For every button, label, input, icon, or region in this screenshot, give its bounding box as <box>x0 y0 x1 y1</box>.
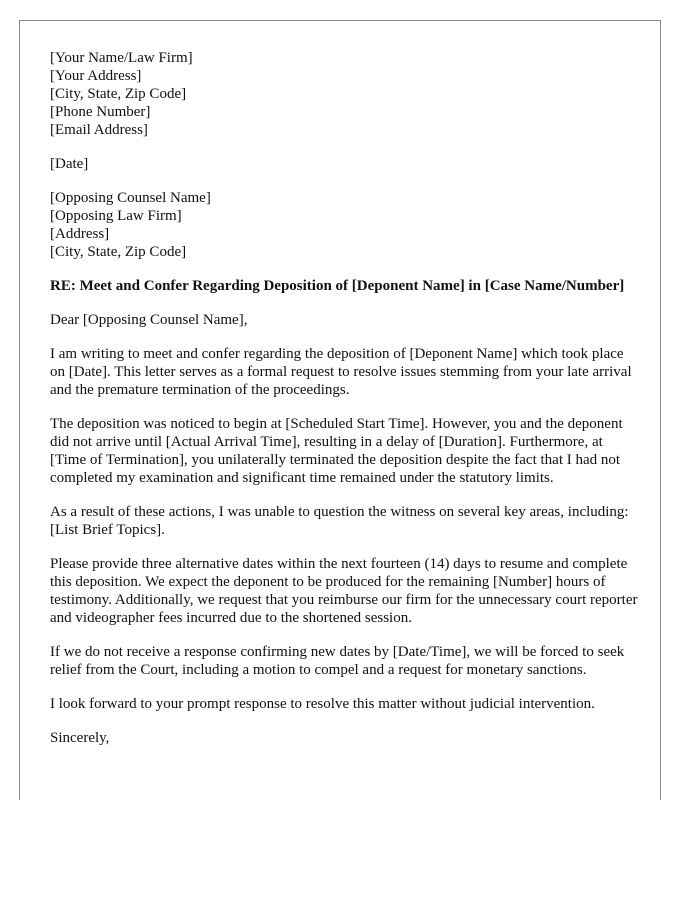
salutation: Dear [Opposing Counsel Name], <box>50 312 248 328</box>
sender-name-firm: [Your Name/Law Firm] <box>50 50 193 66</box>
sender-block <box>50 49 640 139</box>
paragraph-request: Please provide three alternative dates within the next fourteen (14) days to resume and complete this deposition. We expect the deponent to be produced for the remaining [Number] hours of testimony. Additionally, we request that you reimburse our firm for the unnecessary court reporter and videographer fees incurred due to the shortened session. <box>50 556 638 626</box>
letter-date: [Date] <box>50 156 89 172</box>
letter-body <box>50 49 640 763</box>
date-block <box>50 155 640 173</box>
subject-line: RE: Meet and Confer Regarding Deposition of [Deponent Name] in [Case Name/Number] <box>50 278 625 294</box>
recipient-law-firm: [Opposing Law Firm] <box>50 208 182 224</box>
sender-city-state-zip: [City, State, Zip Code] <box>50 86 187 102</box>
recipient-address: [Address] <box>50 226 110 242</box>
sender-email: [Email Address] <box>50 122 148 138</box>
recipient-counsel-name: [Opposing Counsel Name] <box>50 190 211 206</box>
paragraph-impact: As a result of these actions, I was unable to question the witness on several key areas, including: [List Brief Topics]. <box>50 504 629 538</box>
recipient-block <box>50 189 640 261</box>
paragraph-facts: The deposition was noticed to begin at [Scheduled Start Time]. However, you and the deponent did not arrive until [Actual Arrival Time], resulting in a delay of [Duration]. Furthermore, at [Time of Termination], you unilaterally terminated the deposition despite the fact that I had not completed my examination and significant time remained under the statutory limits. <box>50 416 623 486</box>
letter-page <box>19 20 661 800</box>
paragraph-closing-remark: I look forward to your prompt response to resolve this matter without judicial intervention. <box>50 696 595 712</box>
closing: Sincerely, <box>50 730 110 746</box>
sender-address: [Your Address] <box>50 68 142 84</box>
recipient-city-state-zip: [City, State, Zip Code] <box>50 244 187 260</box>
paragraph-intro: I am writing to meet and confer regarding the deposition of [Deponent Name] which took place on [Date]. This letter serves as a formal request to resolve issues stemming from your late arrival and the premature termination of the proceedings. <box>50 346 632 398</box>
sender-phone: [Phone Number] <box>50 104 151 120</box>
paragraph-warning: If we do not receive a response confirming new dates by [Date/Time], we will be forced to seek relief from the Court, including a motion to compel and a request for monetary sanctions. <box>50 644 625 678</box>
